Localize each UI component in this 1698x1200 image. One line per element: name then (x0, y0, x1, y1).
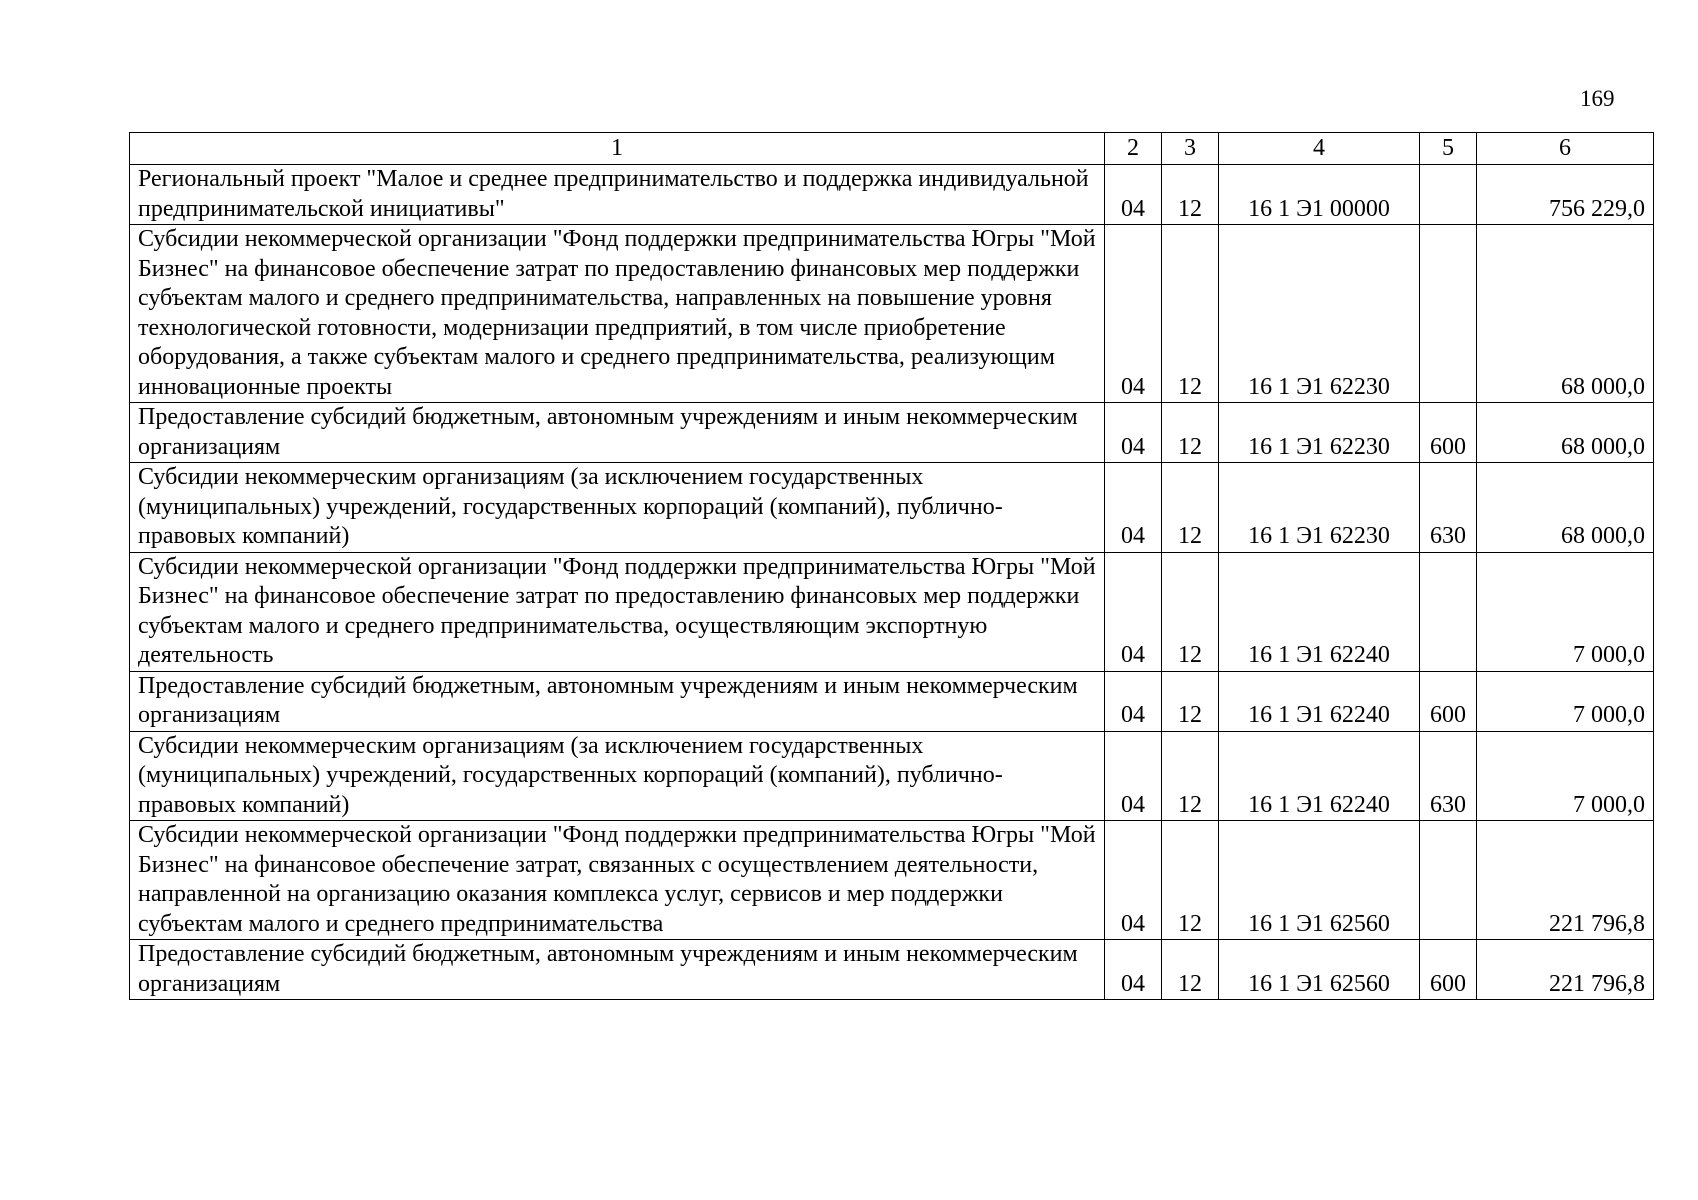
row-section: 04 (1105, 821, 1162, 940)
row-subsection: 12 (1162, 821, 1219, 940)
table-row (130, 463, 1654, 553)
table-row (130, 552, 1654, 671)
row-target-code: 16 1 Э1 62240 (1219, 731, 1420, 821)
budget-table (129, 132, 1654, 1000)
row-description: Субсидии некоммерческой организации "Фонд поддержки предпринимательства Югры "Мой Бизнес" на финансовое обеспечение затрат, связанных с осуществлением деятельности, направленной на организацию оказания комплекса услуг, сервисов и мер поддержки субъектам малого и среднего предпринимательства (130, 821, 1105, 940)
row-subsection: 12 (1162, 940, 1219, 1000)
table-row (130, 731, 1654, 821)
page-number: 169 (1580, 86, 1615, 111)
row-section: 04 (1105, 403, 1162, 463)
row-subsection: 12 (1162, 403, 1219, 463)
table-row (130, 403, 1654, 463)
row-section: 04 (1105, 165, 1162, 225)
row-target-code: 16 1 Э1 62240 (1219, 671, 1420, 731)
row-section: 04 (1105, 225, 1162, 403)
row-expense-type: 600 (1420, 940, 1477, 1000)
row-amount: 68 000,0 (1477, 225, 1654, 403)
row-target-code: 16 1 Э1 62240 (1219, 552, 1420, 671)
row-target-code: 16 1 Э1 00000 (1219, 165, 1420, 225)
row-expense-type: 600 (1420, 403, 1477, 463)
row-section: 04 (1105, 940, 1162, 1000)
row-subsection: 12 (1162, 731, 1219, 821)
row-expense-type (1420, 821, 1477, 940)
row-amount: 221 796,8 (1477, 940, 1654, 1000)
row-expense-type: 600 (1420, 671, 1477, 731)
row-amount: 221 796,8 (1477, 821, 1654, 940)
row-description: Субсидии некоммерческим организациям (за исключением государственных (муниципальных) учреждений, государственных корпораций (компаний), публично-правовых компаний) (130, 463, 1105, 553)
row-expense-type (1420, 165, 1477, 225)
row-target-code: 16 1 Э1 62230 (1219, 463, 1420, 553)
row-amount: 68 000,0 (1477, 463, 1654, 553)
row-expense-type (1420, 552, 1477, 671)
row-amount: 7 000,0 (1477, 671, 1654, 731)
row-expense-type (1420, 225, 1477, 403)
row-section: 04 (1105, 671, 1162, 731)
row-section: 04 (1105, 731, 1162, 821)
header-col-3: 3 (1162, 133, 1219, 165)
row-description: Субсидии некоммерческим организациям (за исключением государственных (муниципальных) учреждений, государственных корпораций (компаний), публично-правовых компаний) (130, 731, 1105, 821)
row-subsection: 12 (1162, 463, 1219, 553)
header-col-4: 4 (1219, 133, 1420, 165)
row-target-code: 16 1 Э1 62230 (1219, 225, 1420, 403)
row-subsection: 12 (1162, 225, 1219, 403)
row-subsection: 12 (1162, 671, 1219, 731)
header-col-6: 6 (1477, 133, 1654, 165)
header-col-2: 2 (1105, 133, 1162, 165)
row-description: Субсидии некоммерческой организации "Фонд поддержки предпринимательства Югры "Мой Бизнес" на финансовое обеспечение затрат по предоставлению финансовых мер поддержки субъектам малого и среднего предпринимательства, направленных на повышение уровня технологической готовности, модернизации предприятий, в том числе приобретение оборудования, а также субъектам малого и среднего предпринимательства, реализующим инновационные проекты (130, 225, 1105, 403)
table-row (130, 940, 1654, 1000)
row-target-code: 16 1 Э1 62560 (1219, 940, 1420, 1000)
row-target-code: 16 1 Э1 62560 (1219, 821, 1420, 940)
row-amount: 7 000,0 (1477, 552, 1654, 671)
header-row (130, 133, 1654, 165)
header-col-1: 1 (130, 133, 1105, 165)
row-description: Предоставление субсидий бюджетным, автономным учреждениям и иным некоммерческим организациям (130, 940, 1105, 1000)
row-description: Субсидии некоммерческой организации "Фонд поддержки предпринимательства Югры "Мой Бизнес" на финансовое обеспечение затрат по предоставлению финансовых мер поддержки субъектам малого и среднего предпринимательства, осуществляющим экспортную деятельность (130, 552, 1105, 671)
row-description: Предоставление субсидий бюджетным, автономным учреждениям и иным некоммерческим организациям (130, 671, 1105, 731)
row-amount: 68 000,0 (1477, 403, 1654, 463)
table-row (130, 225, 1654, 403)
row-expense-type: 630 (1420, 731, 1477, 821)
row-amount: 7 000,0 (1477, 731, 1654, 821)
table-row (130, 821, 1654, 940)
row-amount: 756 229,0 (1477, 165, 1654, 225)
table-row (130, 671, 1654, 731)
header-col-5: 5 (1420, 133, 1477, 165)
row-subsection: 12 (1162, 552, 1219, 671)
row-section: 04 (1105, 463, 1162, 553)
row-section: 04 (1105, 552, 1162, 671)
row-subsection: 12 (1162, 165, 1219, 225)
table-row (130, 165, 1654, 225)
row-target-code: 16 1 Э1 62230 (1219, 403, 1420, 463)
row-description: Региональный проект "Малое и среднее предпринимательство и поддержка индивидуальной предпринимательской инициативы" (130, 165, 1105, 225)
row-expense-type: 630 (1420, 463, 1477, 553)
row-description: Предоставление субсидий бюджетным, автономным учреждениям и иным некоммерческим организациям (130, 403, 1105, 463)
